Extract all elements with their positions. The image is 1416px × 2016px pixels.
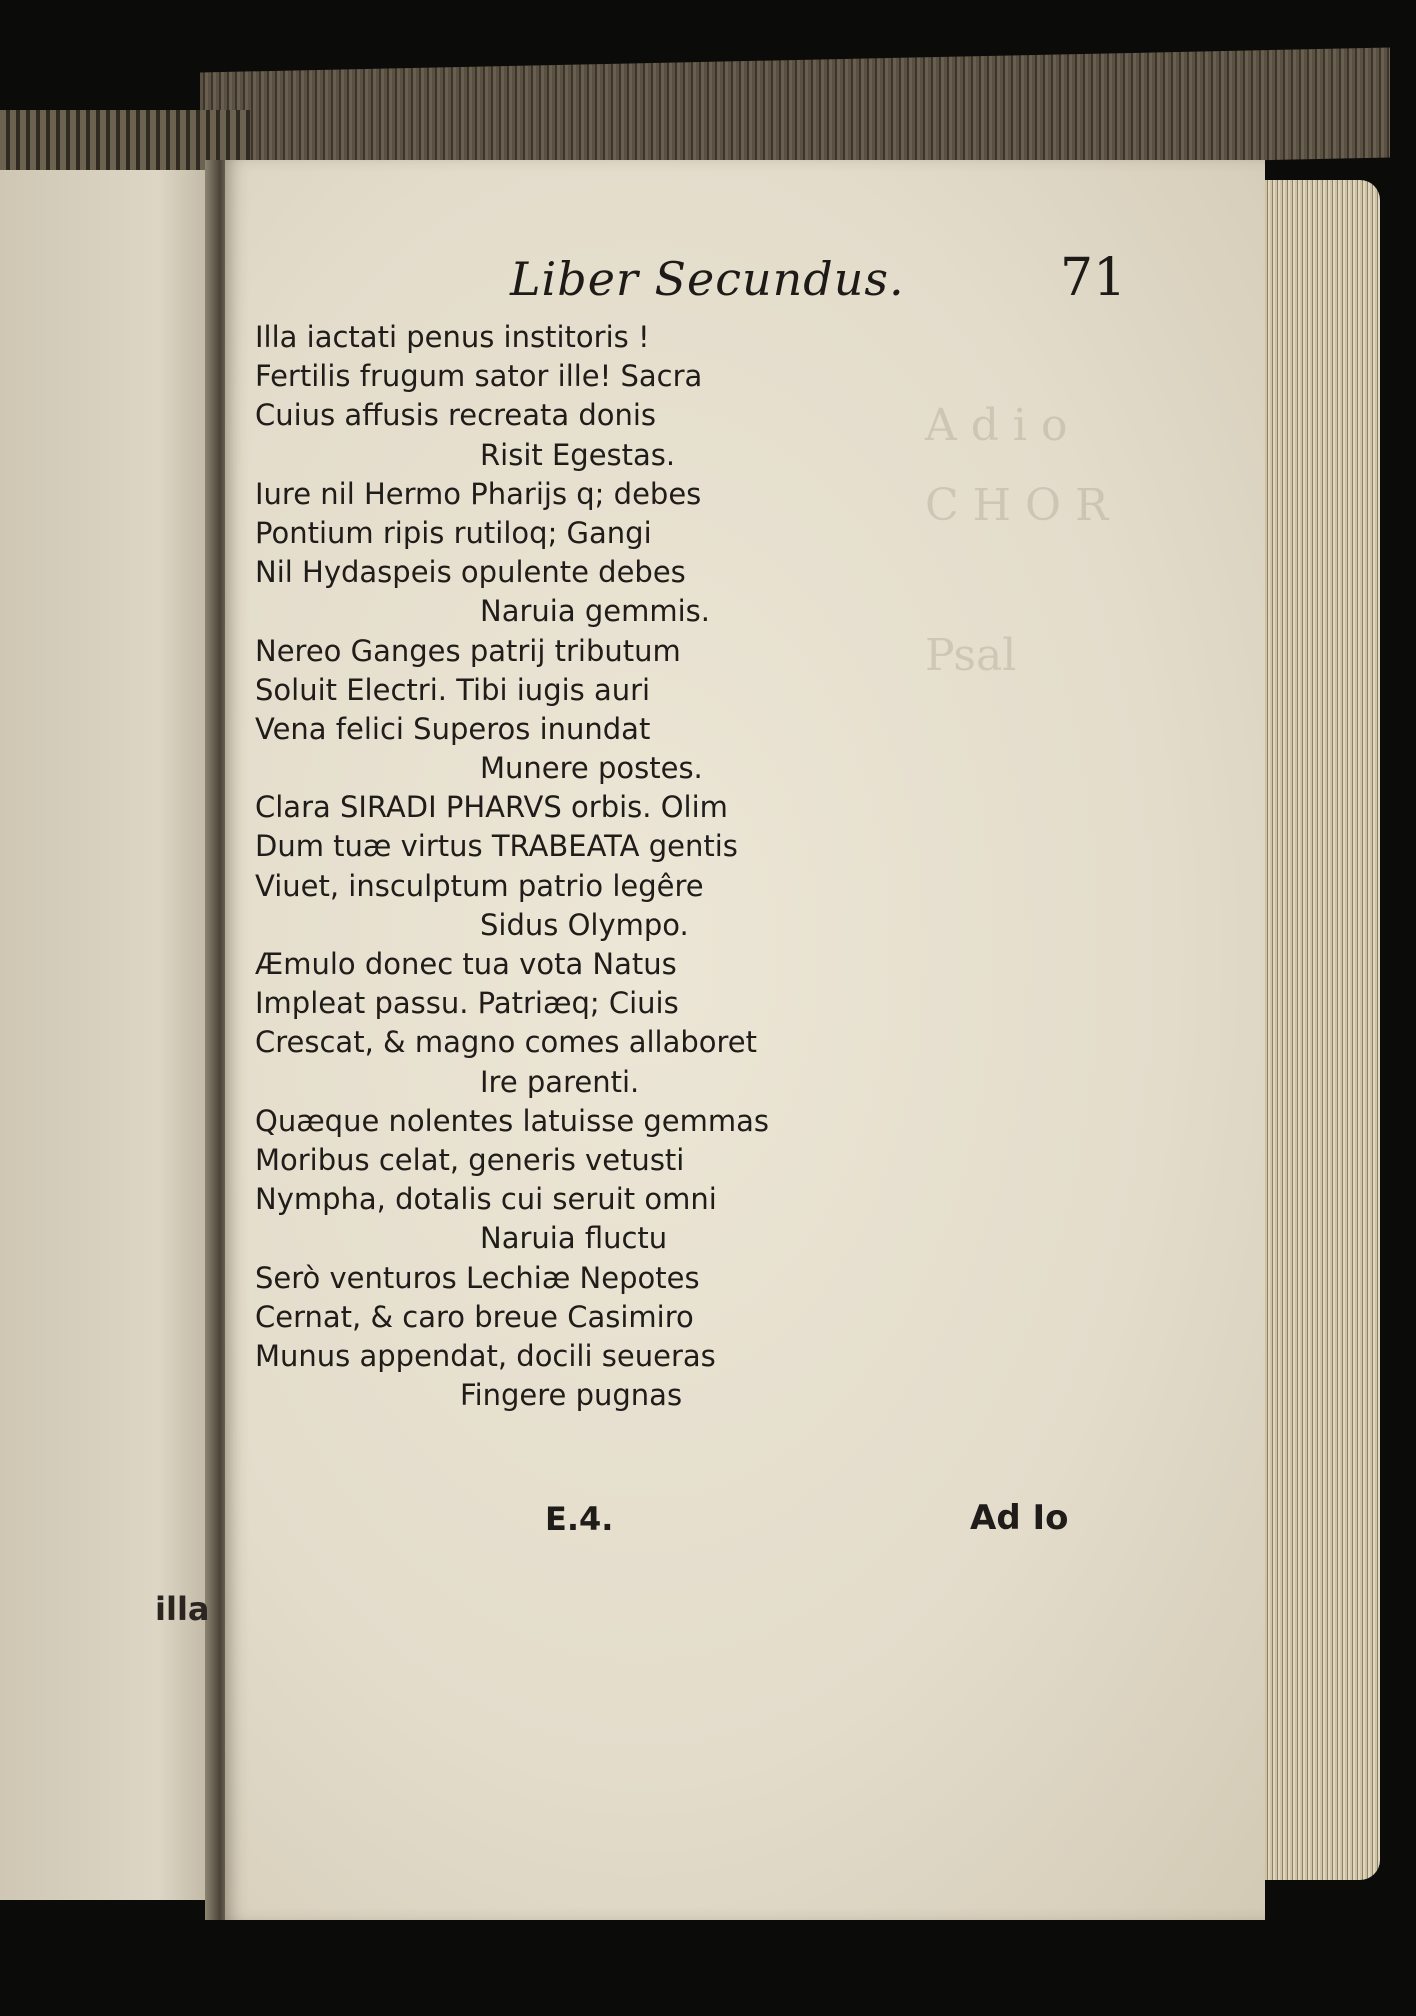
verse-line: Naruia gemmis. [480,594,710,629]
verse-line: Dum tuæ virtus TRABEATA gentis [255,829,738,864]
verse-line: Cernat, & caro breue Casimiro [255,1299,694,1334]
signature-mark: E.4. [545,1500,614,1538]
verse-line: Soluit Electri. Tibi iugis auri [255,672,651,707]
verse-line: Serò venturos Lechiæ Nepotes [255,1260,700,1295]
verse-line: Iure nil Hermo Pharijs q; debes [255,476,702,511]
verse-line: Quæque nolentes latuisse gemmas [255,1103,770,1138]
verse-line: Nil Hydaspeis opulente debes [255,555,686,590]
left-page-catchword: illa [155,1590,210,1628]
verse-line: Munere postes. [480,751,703,786]
verse-line: Moribus celat, generis vetusti [255,1142,685,1177]
verse-line: Vena felici Superos inundat [255,711,651,746]
verse-line: Sidus Olympo. [480,907,689,942]
verse-line: Munus appendat, docili seueras [255,1338,716,1373]
page-fore-edge [1250,180,1380,1880]
verse-line: Naruia fluctu [480,1221,668,1256]
verse-line: Risit Egestas. [480,437,676,472]
verse-line: Viuet, insculptum patrio legêre [255,868,704,903]
show-through-text: Psal [925,630,1017,681]
left-page [0,170,225,1900]
show-through-text: A d i o [925,400,1068,451]
verse-line: Fertilis frugum sator ille! Sacra [255,359,703,394]
verse-line: Cuius affusis recreata donis [255,398,657,433]
catchword: Ad Io [970,1498,1069,1538]
verse-line: Pontium ripis rutiloq; Gangi [255,515,652,550]
verse-block [255,318,1155,1415]
verse-line: Nympha, dotalis cui seruit omni [255,1182,717,1217]
verse-line: Impleat passu. Patriæq; Ciuis [255,986,679,1021]
verse-line: Fingere pugnas [460,1378,683,1413]
show-through-text: C H O R [925,480,1109,531]
running-head: Liber Secundus. [510,252,905,306]
verse-line: Æmulo donec tua vota Natus [255,947,677,981]
page-number: 71 [1060,248,1127,308]
verse-line: Nereo Ganges patrij tributum [255,633,681,668]
verse-line: Clara SIRADI PHARVS orbis. Olim [255,790,728,825]
verse-line: Ire parenti. [480,1064,640,1099]
verse-line: Illa iactati penus institoris ! [255,320,650,354]
verse-line: Crescat, & magno comes allaboret [255,1025,758,1060]
